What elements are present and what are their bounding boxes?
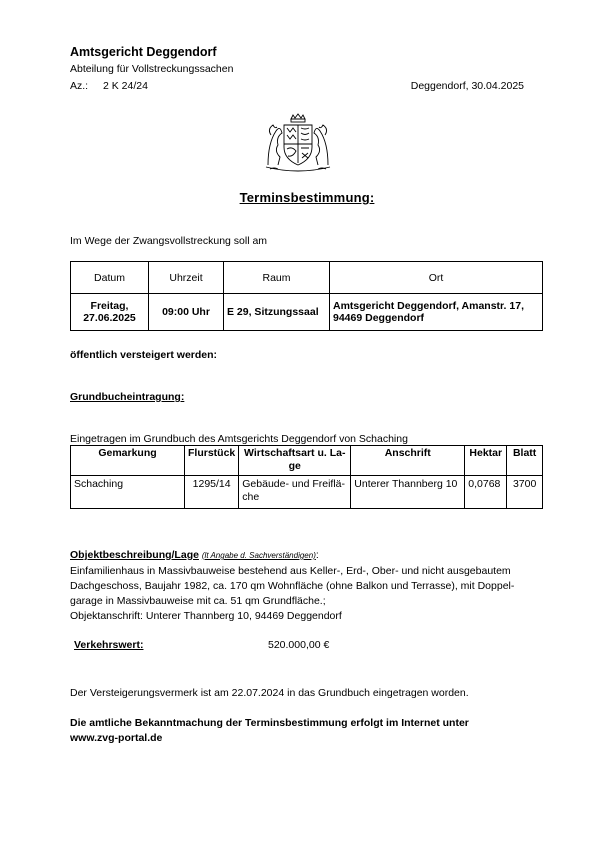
bekanntmachung-line: Die amtliche Bekanntmachung der Terminsbestimmung erfolgt im Internet unter bbox=[70, 717, 469, 729]
az-value: 2 K 24/24 bbox=[103, 80, 148, 92]
objekt-line: Dachgeschoss, Baujahr 1982, ca. 170 qm Wohnfläche (ohne Balkon und Terrasse), mit Doppel- bbox=[70, 580, 515, 592]
header-uhrzeit: Uhrzeit bbox=[149, 262, 224, 294]
vermerk-text: Der Versteigerungsvermerk ist am 22.07.2024 in das Grundbuch eingetragen worden. bbox=[70, 687, 469, 699]
verkehrswert-value: 520.000,00 € bbox=[268, 639, 330, 651]
table-row bbox=[71, 476, 543, 509]
court-name: Amtsgericht Deggendorf bbox=[70, 45, 217, 59]
grundbuch-table-header bbox=[71, 446, 543, 476]
termin-room: E 29, Sitzungssaal bbox=[224, 294, 330, 331]
header-wirtschaftsart: Wirtschaftsart u. La- ge bbox=[239, 446, 351, 476]
cell-gemarkung: Schaching bbox=[71, 476, 185, 509]
objekt-line: garage in Massivbauweise mit ca. 51 qm Grundfläche.; bbox=[70, 595, 326, 607]
termin-table-header bbox=[71, 262, 543, 294]
header-ort: Ort bbox=[330, 262, 543, 294]
department-name: Abteilung für Vollstreckungssachen bbox=[70, 63, 234, 75]
termin-table-row bbox=[71, 294, 543, 331]
objekt-heading-colon: : bbox=[315, 549, 319, 561]
header-raum: Raum bbox=[224, 262, 330, 294]
cell-flurstueck: 1295/14 bbox=[185, 476, 239, 509]
grundbuch-heading: Grundbucheintragung: bbox=[70, 391, 185, 403]
bekanntmachung-text bbox=[70, 716, 540, 746]
termin-place: Amtsgericht Deggendorf, Amanstr. 17, 94469 Deggendorf bbox=[330, 294, 543, 331]
objekt-description bbox=[70, 564, 546, 624]
bavarian-coat-of-arms-icon bbox=[262, 113, 334, 173]
grundbuch-intro: Eingetragen im Grundbuch des Amtsgerichts Deggendorf von Schaching bbox=[70, 433, 408, 445]
header-anschrift: Anschrift bbox=[351, 446, 465, 476]
termin-table bbox=[70, 261, 543, 331]
grundbuch-table bbox=[70, 445, 543, 509]
verkehrswert-label: Verkehrswert: bbox=[74, 639, 144, 651]
intro-text: Im Wege der Zwangsvollstreckung soll am bbox=[70, 235, 268, 247]
objekt-line: Einfamilienhaus in Massivbauweise bestehend aus Keller-, Erd-, Ober- und nicht ausgebautem bbox=[70, 565, 511, 577]
objekt-heading-title: Objektbeschreibung/Lage bbox=[70, 549, 199, 561]
termin-time: 09:00 Uhr bbox=[149, 294, 224, 331]
file-reference bbox=[70, 80, 148, 92]
cell-blatt: 3700 bbox=[507, 476, 543, 509]
objekt-heading-note: (lt Angabe d. Sachverständigen) bbox=[201, 551, 316, 560]
termin-date: Freitag, 27.06.2025 bbox=[71, 294, 149, 331]
objekt-heading bbox=[70, 549, 319, 561]
header-hektar: Hektar bbox=[465, 446, 507, 476]
cell-wirtschaftsart: Gebäude- und Freiflä- che bbox=[239, 476, 351, 509]
objekt-address: Objektanschrift: Unterer Thannberg 10, 94469 Deggendorf bbox=[70, 610, 342, 622]
az-label: Az.: bbox=[70, 80, 89, 92]
header-blatt: Blatt bbox=[507, 446, 543, 476]
header-gemarkung: Gemarkung bbox=[71, 446, 185, 476]
header-flurstueck: Flurstück bbox=[185, 446, 239, 476]
versteigert-text: öffentlich versteigert werden: bbox=[70, 349, 218, 361]
document-title: Terminsbestimmung: bbox=[239, 190, 375, 205]
cell-hektar: 0,0768 bbox=[465, 476, 507, 509]
header-datum: Datum bbox=[71, 262, 149, 294]
cell-anschrift: Unterer Thannberg 10 bbox=[351, 476, 465, 509]
zvg-portal-link[interactable]: www.zvg-portal.de bbox=[70, 732, 163, 744]
place-date: Deggendorf, 30.04.2025 bbox=[410, 80, 524, 92]
